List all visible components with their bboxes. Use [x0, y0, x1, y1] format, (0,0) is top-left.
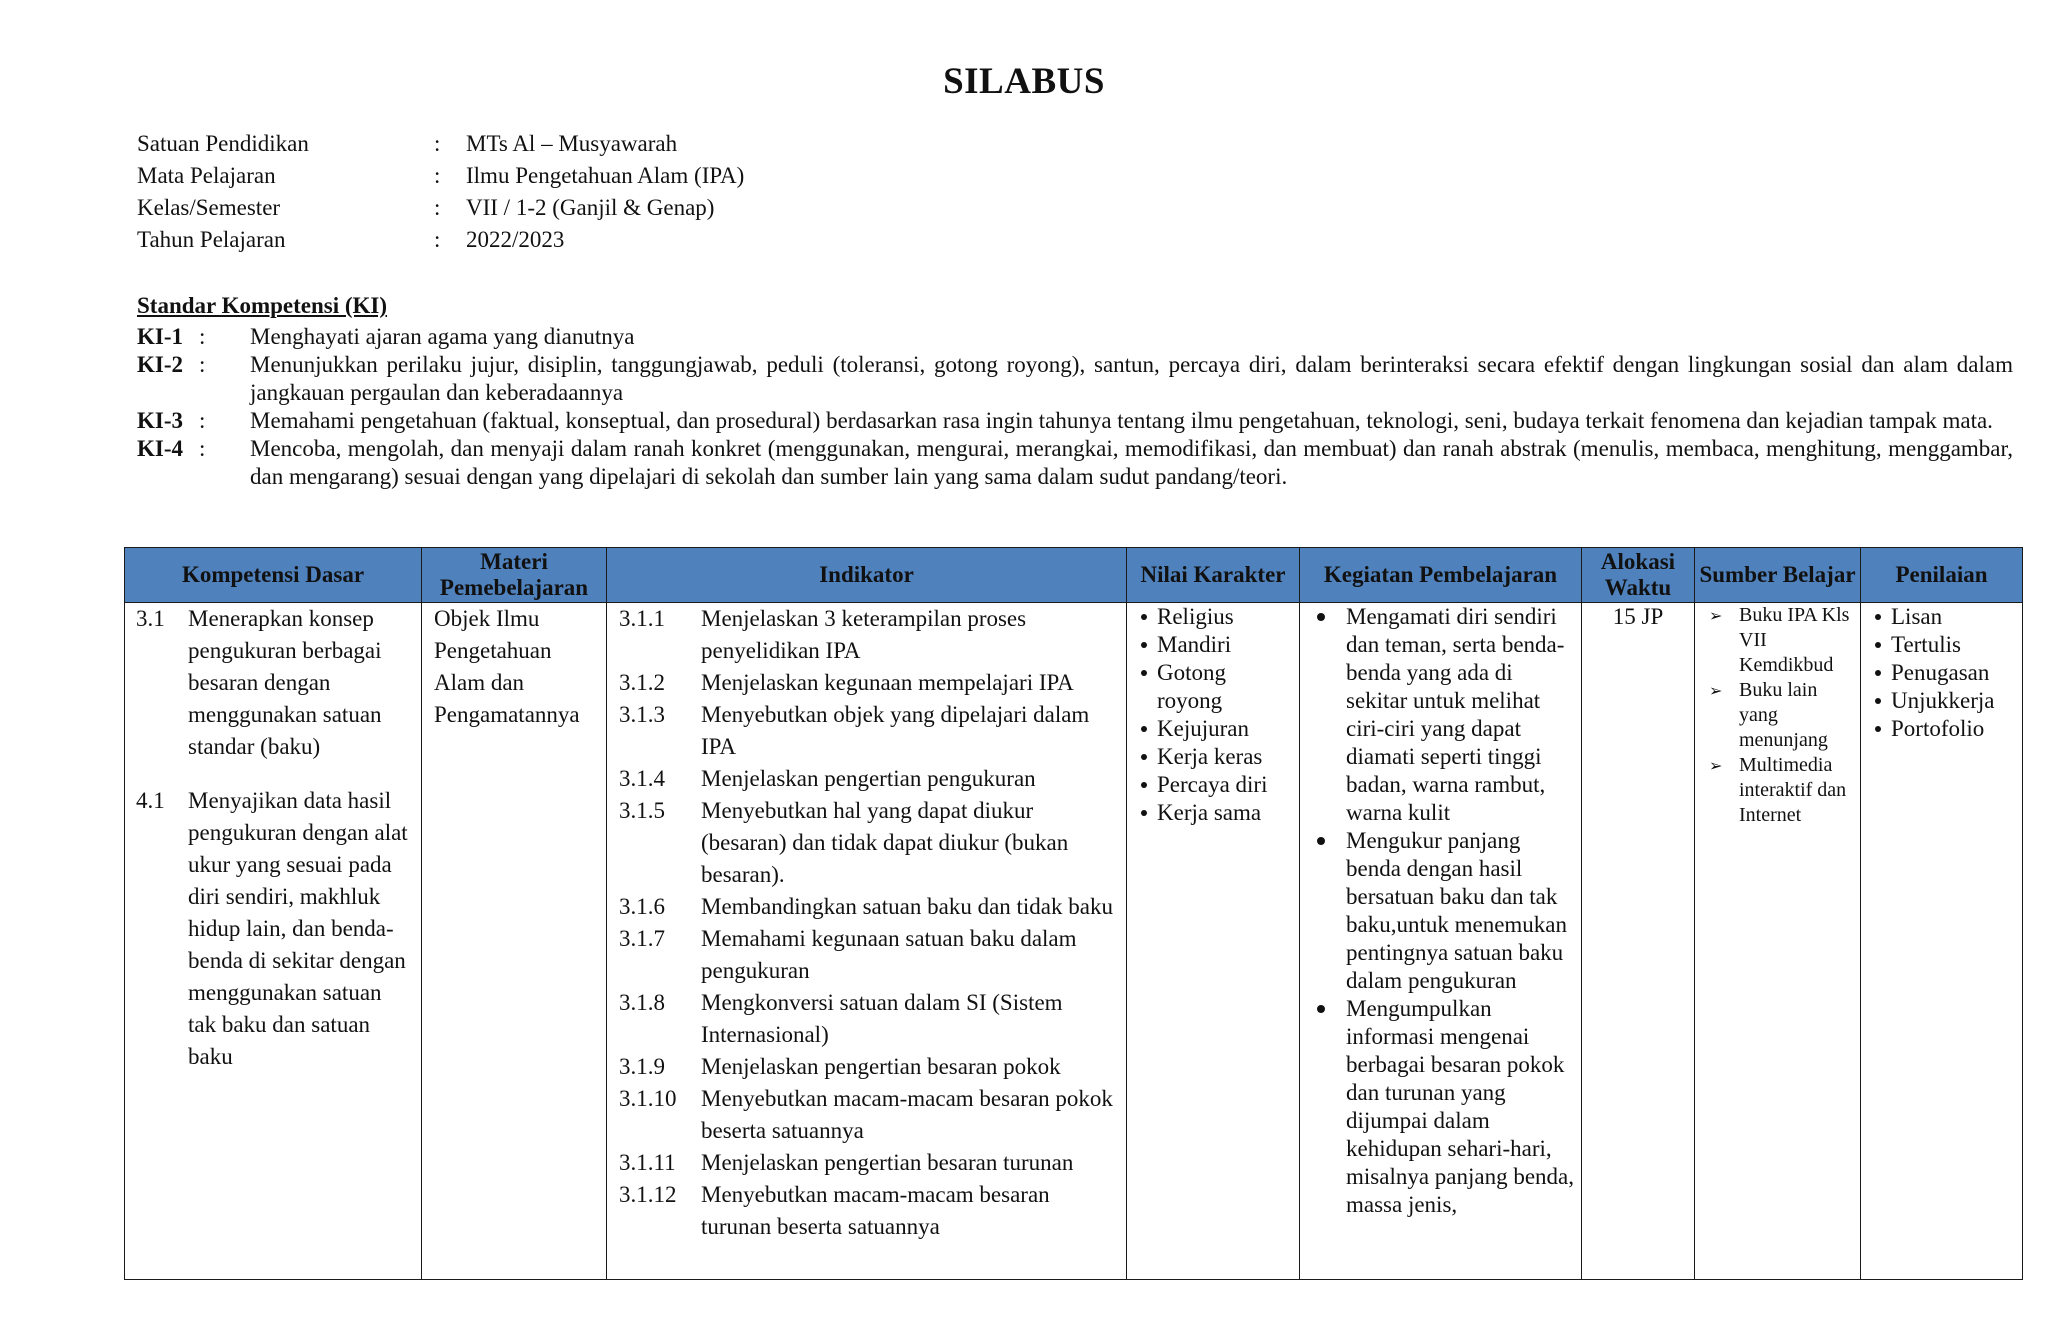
identity-row	[137, 224, 744, 256]
list-item: Mengamati diri sendiri dan teman, serta benda-benda yang ada di sekitar untuk melihat ciri-ciri yang dapat diamati seperti tinggi badan, warna rambut, warna kulit	[1300, 603, 1577, 827]
indikator-text: Menjelaskan pengertian besaran pokok	[701, 1054, 1061, 1079]
nilai-karakter-cell	[1127, 603, 1300, 1280]
list-item: Unjukkerja	[1861, 687, 2018, 715]
identity-colon: :	[434, 163, 441, 188]
ki-heading: Standar Kompetensi (KI)	[137, 293, 388, 318]
list-item: Penugasan	[1861, 659, 2018, 687]
list-item: Tertulis	[1861, 631, 2018, 659]
indikator-number: 3.1.9	[619, 1054, 665, 1079]
indikator-text: Menyebutkan macam-macam besaran turunan beserta satuannya	[701, 1182, 1050, 1239]
identity-value: Ilmu Pengetahuan Alam (IPA)	[466, 163, 745, 188]
kegiatan-list	[1300, 603, 1581, 1219]
list-item: Gotong royong	[1127, 659, 1295, 715]
kd-number: 4.1	[136, 788, 165, 813]
indikator-number: 3.1.11	[619, 1150, 676, 1175]
indikator-number: 3.1.3	[619, 702, 665, 727]
header-indikator: Indikator	[607, 548, 1127, 603]
identity-row	[137, 192, 744, 224]
indikator-text: Mengkonversi satuan dalam SI (Sistem Internasional)	[701, 990, 1063, 1047]
table-row	[125, 603, 2023, 1280]
indikator-item	[607, 987, 1126, 1051]
indikator-item	[607, 1051, 1126, 1083]
ki-text: Menunjukkan perilaku jujur, disiplin, tanggungjawab, peduli (toleransi, gotong royong), santun, percaya diri, dalam berinteraksi secara efektif dengan lingkungan sosial dan alam dalam jangkauan pergaulan dan keberadaannya	[250, 352, 2013, 405]
identity-value: 2022/2023	[466, 227, 565, 252]
alokasi-cell	[1582, 603, 1695, 1280]
sumber-text: Buku lain yang menunjang	[1739, 679, 1828, 751]
list-item: Mandiri	[1127, 631, 1295, 659]
indikator-item	[607, 1179, 1126, 1243]
indikator-number: 3.1.2	[619, 670, 665, 695]
identity-value: MTs Al – Musyawarah	[466, 131, 678, 156]
indikator-text: Menjelaskan pengertian pengukuran	[701, 766, 1036, 791]
header-materi: Materi Pemebelajaran	[422, 548, 607, 603]
indikator-number: 3.1.1	[619, 606, 665, 631]
indikator-text: Memahami kegunaan satuan baku dalam pengukuran	[701, 926, 1077, 983]
kd-item	[125, 785, 421, 1073]
ki-colon: :	[199, 324, 206, 349]
header-nilai-karakter: Nilai Karakter	[1127, 548, 1300, 603]
indikator-item	[607, 763, 1126, 795]
header-sumber: Sumber Belajar	[1695, 548, 1861, 603]
identity-value: VII / 1-2 (Ganjil & Genap)	[466, 195, 715, 220]
list-item: Portofolio	[1861, 715, 2018, 743]
indikator-number: 3.1.4	[619, 766, 665, 791]
ki-colon: :	[199, 408, 206, 433]
ki-text: Mencoba, mengolah, dan menyaji dalam ranah konkret (menggunakan, mengurai, merangkai, memodifikasi, dan membuat) dan ranah abstrak (menulis, membaca, menghitung, menggambar, dan mengarang) sesuai dengan yang dipelajari di sekolah dan sumber lain yang sama dalam sudut pandang/teori.	[250, 436, 2013, 489]
ki-text: Memahami pengetahuan (faktual, konseptual, dan prosedural) berdasarkan rasa ingin tahunya tentang ilmu pengetahuan, teknologi, seni, budaya terkait fenomena dan kejadian tampak mata.	[250, 408, 1993, 433]
list-item: Kerja keras	[1127, 743, 1295, 771]
indikator-item	[607, 667, 1126, 699]
identity-label: Tahun Pelajaran	[137, 227, 286, 252]
ki-label: KI-2	[137, 352, 183, 377]
table-header-row	[125, 548, 2023, 603]
indikator-text: Menjelaskan kegunaan mempelajari IPA	[701, 670, 1074, 695]
list-item: Kejujuran	[1127, 715, 1295, 743]
header-kompetensi-dasar: Kompetensi Dasar	[125, 548, 422, 603]
indikator-item	[607, 1147, 1126, 1179]
materi-text: Objek Ilmu Pengetahuan Alam dan Pengamatannya	[434, 606, 580, 727]
arrow-bullet-icon: ➢	[1709, 681, 1723, 700]
kd-number: 3.1	[136, 606, 165, 631]
indikator-number: 3.1.10	[619, 1086, 677, 1111]
kegiatan-cell	[1300, 603, 1582, 1280]
indikator-item	[607, 699, 1126, 763]
list-item	[1695, 753, 1860, 828]
ki-item	[137, 351, 2013, 407]
list-item: Mengukur panjang benda dengan hasil bersatuan baku dan tak baku,untuk menemukan pentingnya satuan baku dalam pengukuran	[1300, 827, 1577, 995]
list-item	[1695, 678, 1860, 753]
ki-label: KI-4	[137, 436, 183, 461]
page-title: SILABUS	[943, 61, 1105, 102]
nilai-karakter-list	[1127, 603, 1299, 827]
header-alokasi: Alokasi Waktu	[1582, 548, 1695, 603]
indikator-number: 3.1.12	[619, 1182, 677, 1207]
list-item: Religius	[1127, 603, 1295, 631]
kd-item	[125, 603, 421, 763]
penilaian-cell	[1861, 603, 2023, 1280]
indikator-text: Menjelaskan 3 keterampilan proses penyelidikan IPA	[701, 606, 1027, 663]
ki-label: KI-3	[137, 408, 183, 433]
ki-text: Menghayati ajaran agama yang dianutnya	[250, 324, 635, 349]
indikator-item	[607, 1083, 1126, 1147]
list-item	[1695, 603, 1860, 678]
kd-cell	[125, 603, 422, 1280]
indikator-number: 3.1.7	[619, 926, 665, 951]
ki-item	[137, 435, 2013, 491]
identity-colon: :	[434, 131, 441, 156]
identity-label: Satuan Pendidikan	[137, 131, 309, 156]
list-item: Kerja sama	[1127, 799, 1295, 827]
sumber-cell	[1695, 603, 1861, 1280]
syllabus-table	[124, 547, 2023, 1280]
arrow-bullet-icon: ➢	[1709, 756, 1723, 775]
indikator-item	[607, 603, 1126, 667]
arrow-bullet-icon: ➢	[1709, 606, 1723, 625]
sumber-text: Multimedia interaktif dan Internet	[1739, 754, 1847, 826]
identity-row	[137, 128, 744, 160]
indikator-number: 3.1.8	[619, 990, 665, 1015]
list-item: Percaya diri	[1127, 771, 1295, 799]
list-item: Mengumpulkan informasi mengenai berbagai besaran pokok dan turunan yang dijumpai dalam kehidupan sehari-hari, misalnya panjang benda, massa jenis,	[1300, 995, 1577, 1219]
indikator-item	[607, 923, 1126, 987]
penilaian-list	[1861, 603, 2022, 743]
indikator-text: Membandingkan satuan baku dan tidak baku	[701, 894, 1113, 919]
header-penilaian: Penilaian	[1861, 548, 2023, 603]
ki-item	[137, 323, 2013, 351]
kd-text: Menerapkan konsep pengukuran berbagai besaran dengan menggunakan satuan standar (baku)	[188, 606, 382, 759]
indikator-text: Menyebutkan objek yang dipelajari dalam IPA	[701, 702, 1090, 759]
indikator-text: Menyebutkan hal yang dapat diukur (besaran) dan tidak dapat diukur (bukan besaran).	[701, 798, 1069, 887]
identity-colon: :	[434, 195, 441, 220]
list-item: Lisan	[1861, 603, 2018, 631]
indikator-item	[607, 795, 1126, 891]
identity-block	[137, 128, 744, 256]
indikator-cell	[607, 603, 1127, 1280]
indikator-text: Menyebutkan macam-macam besaran pokok beserta satuannya	[701, 1086, 1113, 1143]
alokasi-value: 15 JP	[1612, 604, 1664, 629]
identity-label: Kelas/Semester	[137, 195, 281, 220]
indikator-number: 3.1.5	[619, 798, 665, 823]
identity-label: Mata Pelajaran	[137, 163, 276, 188]
header-kegiatan: Kegiatan Pembelajaran	[1300, 548, 1582, 603]
core-competency-section	[137, 290, 2013, 491]
indikator-item	[607, 891, 1126, 923]
ki-label: KI-1	[137, 324, 183, 349]
ki-item	[137, 407, 2013, 435]
sumber-list	[1695, 603, 1860, 828]
ki-colon: :	[199, 352, 206, 377]
ki-colon: :	[199, 436, 206, 461]
identity-colon: :	[434, 227, 441, 252]
sumber-text: Buku IPA Kls VII Kemdikbud	[1739, 604, 1850, 676]
materi-cell	[422, 603, 607, 1280]
indikator-number: 3.1.6	[619, 894, 665, 919]
identity-row	[137, 160, 744, 192]
kd-text: Menyajikan data hasil pengukuran dengan alat ukur yang sesuai pada diri sendiri, makhluk hidup lain, dan benda-benda di sekitar dengan menggunakan satuan tak baku dan satuan baku	[188, 788, 408, 1069]
indikator-text: Menjelaskan pengertian besaran turunan	[701, 1150, 1074, 1175]
